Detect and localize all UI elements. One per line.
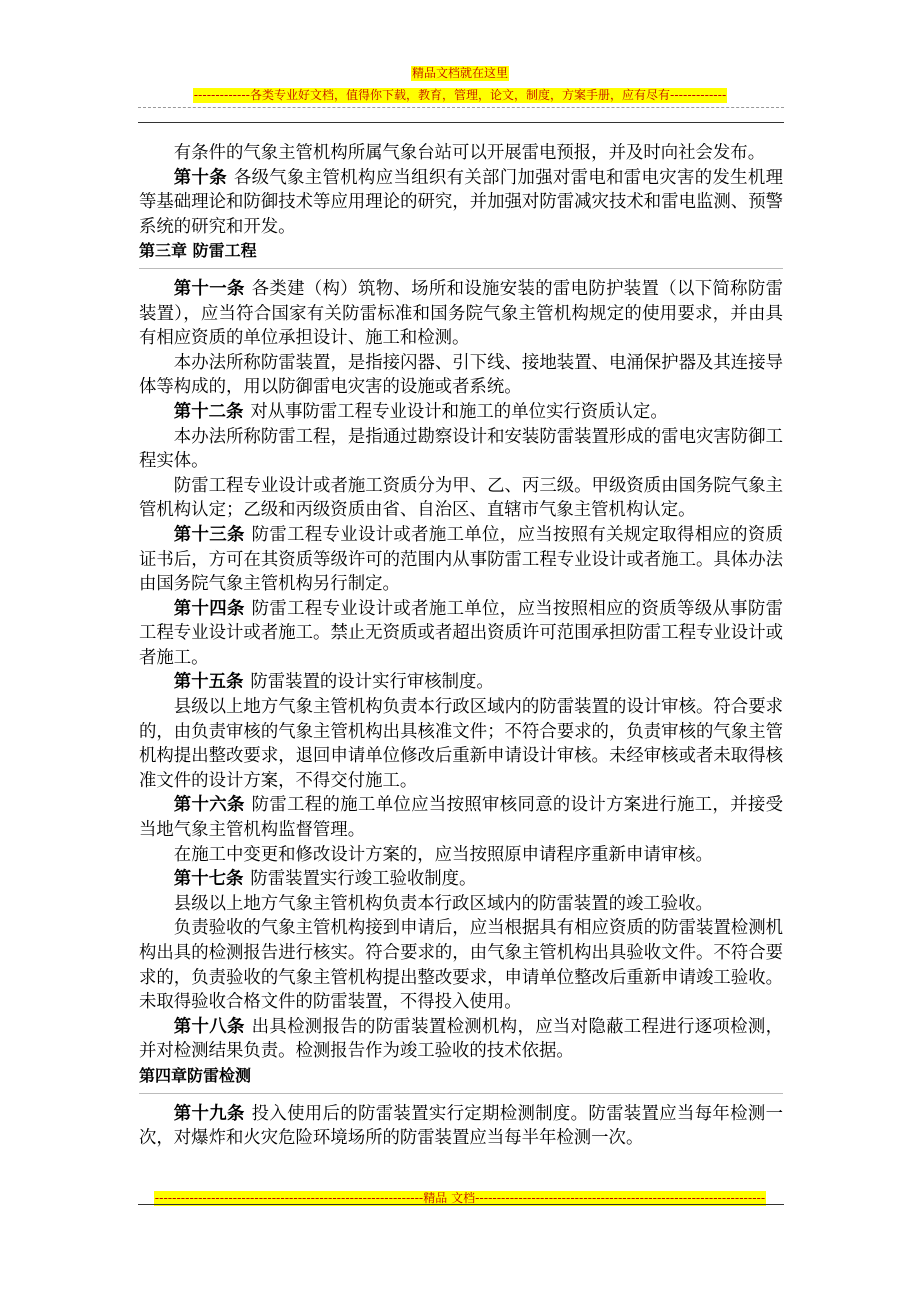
paragraph: 县级以上地方气象主管机构负责本行政区域内的防雷装置的设计审核。符合要求的，由负责审核的气象主管机构出具核准文件；不符合要求的，负责审核的气象主管机构提出整改要求，退回申请单位修改后重新申请设计审核。未经审核或者未取得核准文件的设计方案，不得交付施工。 — [139, 697, 783, 791]
article-label: 第十八条 — [173, 1016, 245, 1037]
article-17 — [139, 867, 783, 892]
article-text: 防雷装置的设计实行审核制度。 — [250, 672, 494, 693]
article-13 — [139, 523, 783, 597]
paragraph: 有条件的气象主管机构所属气象台站可以开展雷电预报，并及时向社会发布。 — [173, 143, 766, 163]
article-text: 出具检测报告的防雷装置检测机构，应当对隐蔽工程进行逐项检测，并对检测结果负责。检测报告作为竣工验收的技术依据。 — [139, 1016, 783, 1062]
chapter-divider — [139, 268, 783, 269]
paragraph: 县级以上地方气象主管机构负责本行政区域内的防雷装置的竣工验收。 — [173, 893, 713, 914]
article-label: 第十四条 — [173, 598, 245, 619]
header-divider — [138, 122, 784, 123]
chapter-divider — [139, 1093, 783, 1094]
article-label: 第十二条 — [173, 401, 244, 422]
article-label: 第十六条 — [173, 795, 245, 816]
article-text: 对从事防雷工程专业设计和施工的单位实行资质认定。 — [250, 401, 668, 422]
article-label: 第十一条 — [173, 278, 245, 299]
article-label: 第十九条 — [173, 1103, 245, 1124]
chapter-heading-4: 第四章防雷检测 — [139, 1065, 252, 1085]
paragraph: 在施工中变更和修改设计方案的，应当按照原申请程序重新申请审核。 — [173, 844, 713, 865]
document-body — [139, 141, 783, 1151]
article-19 — [139, 1102, 783, 1151]
article-label: 第十条 — [173, 167, 227, 188]
chapter-heading-3: 第三章 防雷工程 — [139, 241, 257, 261]
paragraph: 本办法所称防雷工程，是指通过勘察设计和安装防雷装置形成的雷电灾害防御工程实体。 — [139, 426, 783, 472]
header-title: 精品文档就在这里 — [411, 66, 508, 80]
article-12 — [139, 400, 783, 425]
paragraph: 负责验收的气象主管机构接到申请后，应当根据具有相应资质的防雷装置检测机构出具的检测报告进行核实。符合要求的，由气象主管机构出具验收文件。不符合要求的，负责验收的气象主管机构提出整改要求，申请单位整改后重新申请竣工验收。未取得验收合格文件的防雷装置，不得投入使用。 — [139, 918, 783, 1013]
article-text: 投入使用后的防雷装置实行定期检测制度。防雷装置应当每年检测一次，对爆炸和火灾危险环境场所的防雷装置应当每半年检测一次。 — [139, 1103, 783, 1149]
article-text: 各级气象主管机构应当组织有关部门加强对雷电和雷电灾害的发生机理等基础理论和防御技术等应用理论的研究，并加强对防雷减灾技术和雷电监测、预警系统的研究和开发。 — [139, 167, 783, 237]
article-text: 各类建（构）筑物、场所和设施安装的雷电防护装置（以下简称防雷装置），应当符合国家有关防雷标准和国务院气象主管机构规定的使用要求，并由具有相应资质的单位承担设计、施工和检测。 — [139, 278, 783, 349]
article-label: 第十三条 — [173, 524, 245, 545]
article-18 — [139, 1015, 783, 1064]
article-text: 防雷工程的施工单位应当按照审核同意的设计方案进行施工，并接受当地气象主管机构监督管理。 — [139, 795, 783, 841]
footer-divider — [138, 1204, 784, 1205]
article-label: 第十五条 — [173, 672, 244, 693]
article-text: 防雷装置实行竣工验收制度。 — [250, 869, 477, 890]
header-dashed-divider — [138, 107, 784, 108]
footer-text: --------------------------------------------------------------精品 文档------------------------------------------------------------------- — [154, 1191, 766, 1205]
article-text: 防雷工程专业设计或者施工单位，应当按照相应的资质等级从事防雷工程专业设计或者施工。禁止无资质或者超出资质许可范围承担防雷工程专业设计或者施工。 — [139, 598, 783, 668]
article-label: 第十七条 — [173, 869, 244, 890]
paragraph: 防雷工程专业设计或者施工资质分为甲、乙、丙三级。甲级资质由国务院气象主管机构认定；乙级和丙级资质由省、自治区、直辖市气象主管机构认定。 — [139, 475, 783, 521]
article-14 — [139, 597, 783, 671]
article-10 — [139, 166, 783, 240]
article-11 — [139, 277, 783, 351]
page-header — [0, 62, 920, 103]
paragraph: 本办法所称防雷装置，是指接闪器、引下线、接地装置、电涌保护器及其连接导体等构成的，用以防御雷电灾害的设施或者系统。 — [139, 352, 783, 398]
header-subtitle: -------------各类专业好文档，值得你下载，教育，管理，论文，制度，方案手册，应有尽有------------- — [193, 88, 727, 102]
article-text: 防雷工程专业设计或者施工单位，应当按照有关规定取得相应的资质证书后，方可在其资质等级许可的范围内从事防雷工程专业设计或者施工。具体办法由国务院气象主管机构另行制定。 — [139, 524, 783, 595]
article-16 — [139, 793, 783, 842]
article-15 — [139, 670, 783, 695]
